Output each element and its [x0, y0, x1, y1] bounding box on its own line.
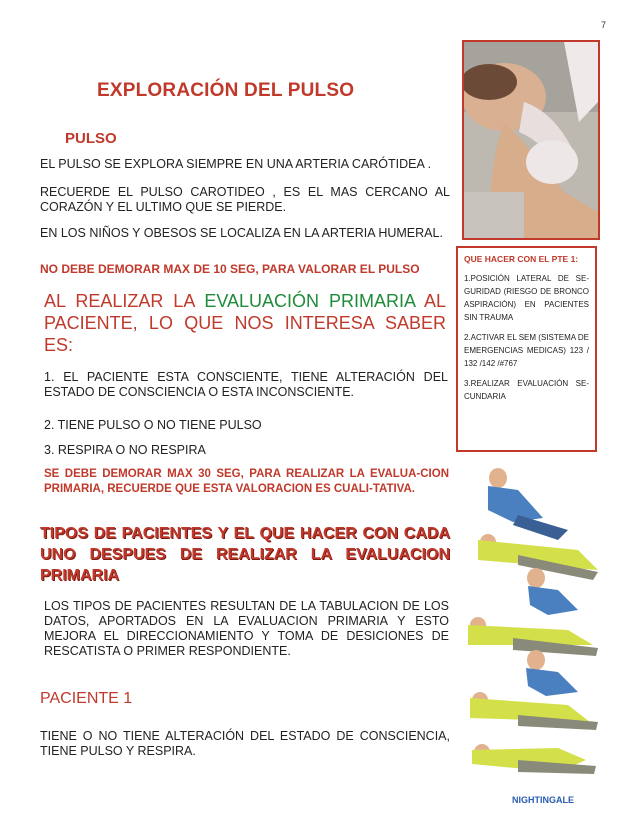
evaluation-intro [44, 290, 446, 356]
page-number: 7 [600, 20, 606, 30]
pulse-time-warning: NO DEBE DEMORAR MAX DE 10 SEG, PARA VALORAR EL PULSO [40, 262, 420, 276]
evaluation-primary-highlight: EVALUACIÓN PRIMARIA [204, 291, 415, 311]
patient-1-paragraph: TIENE O NO TIENE ALTERACIÓN DEL ESTADO DE CONSCIENCIA, TIENE PULSO Y RESPIRA. [40, 729, 450, 758]
point-2: 2. TIENE PULSO O NO TIENE PULSO [44, 418, 262, 432]
action-item-2: 2.ACTIVAR EL SEM (SISTEMA DE EMERGENCIAS MEDICAS) 123 / 132 /142 /#767 [464, 333, 589, 368]
patient-1-heading: PACIENTE 1 [40, 690, 133, 707]
paragraph-3: EN LOS NIÑOS Y OBESOS SE LOCALIZA EN LA ARTERIA HUMERAL. [40, 226, 443, 240]
evaluation-intro-part-a: AL REALIZAR LA [44, 291, 205, 311]
action-item-1: 1.POSICIÓN LATERAL DE SE-GURIDAD (RIESGO DE BRONCO ASPIRACIÓN) EN PACIENTES SIN TRAUMA [464, 274, 589, 322]
carotid-pulse-photo [462, 40, 600, 240]
recovery-position-illustration [458, 460, 600, 780]
actions-box-title: QUE HACER CON EL PTE 1: [464, 254, 579, 264]
page-title: EXPLORACIÓN DEL PULSO [97, 80, 355, 101]
point-1: 1. EL PACIENTE ESTA CONSCIENTE, TIENE ALTERACIÓN DEL ESTADO DE CONSCIENCIA O ESTA INCONSCIENTE. [44, 370, 448, 399]
paragraph-1: EL PULSO SE EXPLORA SIEMPRE EN UNA ARTERIA CARÓTIDEA . [40, 157, 432, 171]
point-3: 3. RESPIRA O NO RESPIRA [44, 443, 206, 457]
patient-types-paragraph: LOS TIPOS DE PACIENTES RESULTAN DE LA TABULACION DE LOS DATOS, APORTADOS EN LA EVALUACION PRIMARIA Y ESTO MEJORA EL DIRECCIONAMIENTO Y TOMA DE DESICIONES DE RESCATISTA O PRIMER RESPONDIENTE. [44, 599, 449, 658]
footer-brand: NIGHTINGALE [512, 795, 574, 805]
section-title: PULSO [65, 130, 117, 147]
patient-types-heading: TIPOS DE PACIENTES Y EL QUE HACER CON CADA UNO DESPUES DE REALIZAR LA EVALUACION PRIMARIA [40, 525, 450, 584]
evaluation-intro-part-b: AL PACIENTE, LO QUE NOS INTERESA SABER ES: [44, 291, 446, 355]
evaluation-time-warning: SE DEBE DEMORAR MAX 30 SEG, PARA REALIZAR LA EVALUA-CION PRIMARIA, RECUERDE QUE ESTA VALORACION ES CUALI-TATIVA. [44, 468, 449, 495]
patient-1-actions-box [456, 246, 597, 452]
paragraph-2: RECUERDE EL PULSO CAROTIDEO , ES EL MAS CERCANO AL CORAZÓN Y EL ULTIMO QUE SE PIERDE. [40, 185, 450, 214]
action-item-3: 3.REALIZAR EVALUACIÓN SE-CUNDARIA [464, 379, 589, 401]
